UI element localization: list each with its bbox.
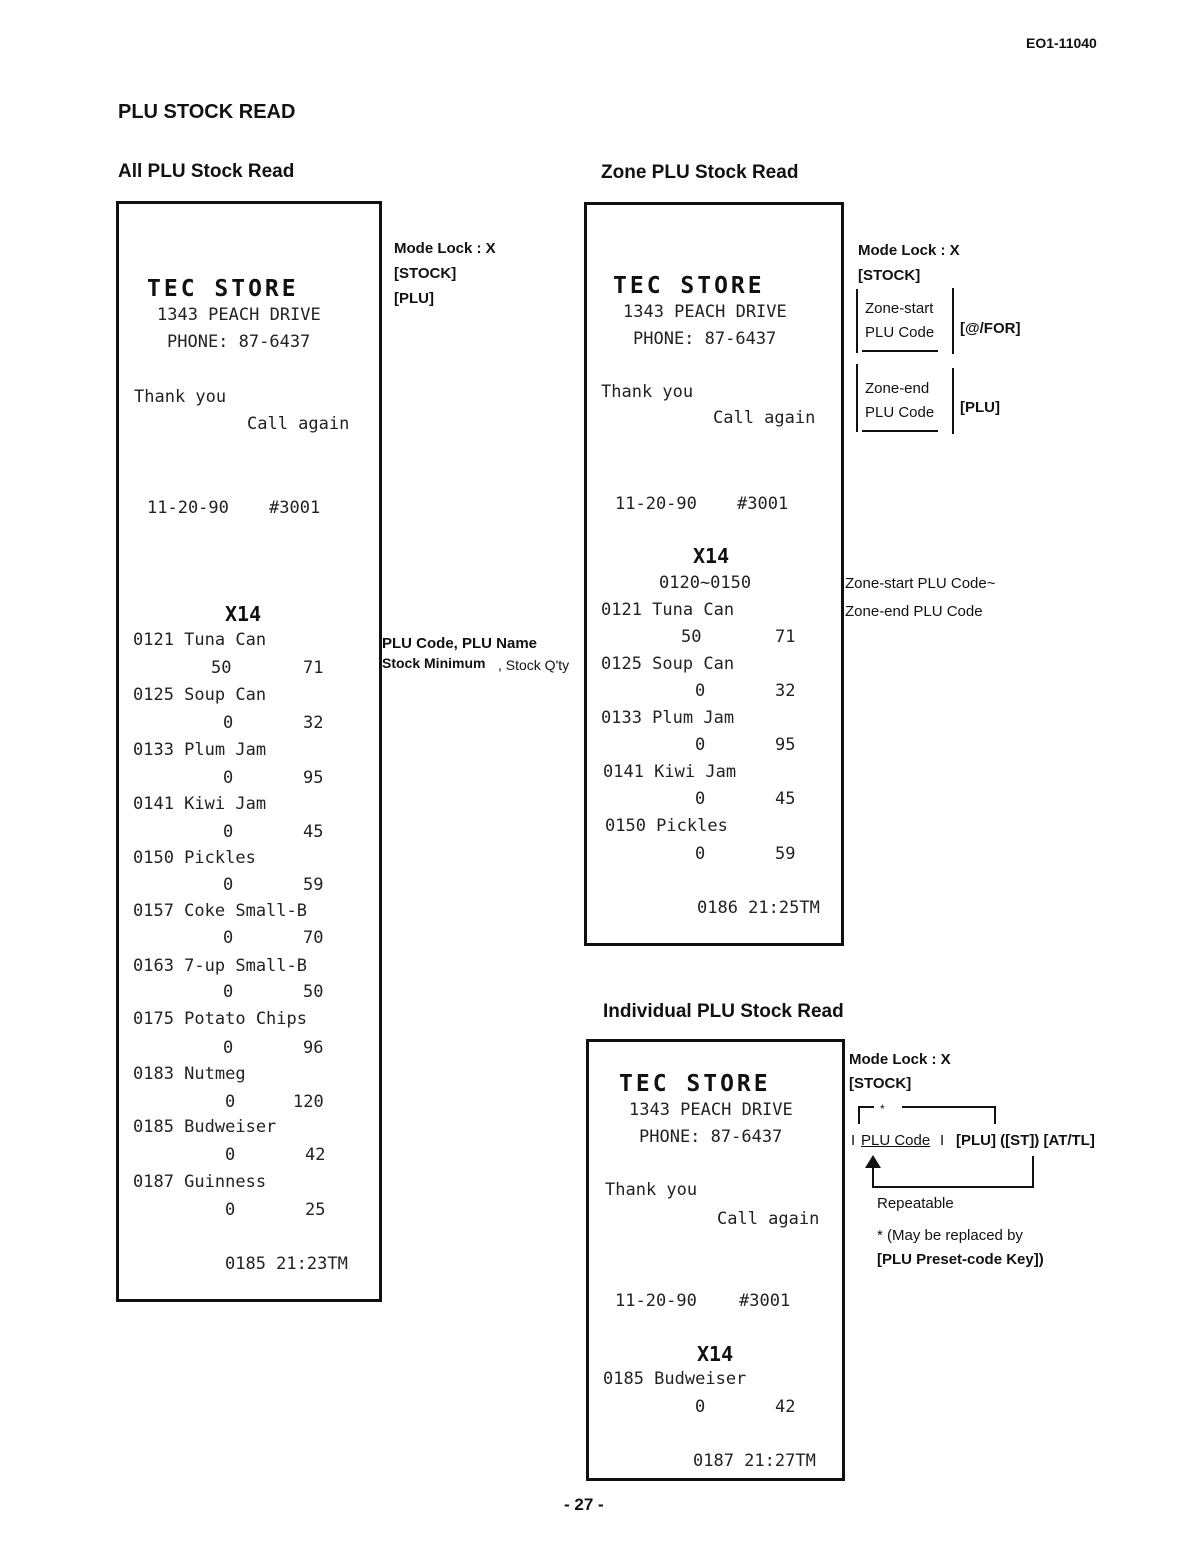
stock-minimum: 0 [223, 768, 234, 788]
plu-line: 0121 Tuna Can [601, 600, 735, 620]
page-title: PLU STOCK READ [118, 101, 296, 123]
stock-minimum: 50 [681, 627, 702, 647]
receipt-date: 11-20-90 [615, 1291, 697, 1311]
zone-range-note-2: Zone-end PLU Code [845, 603, 983, 620]
store-phone: PHONE: 87-6437 [639, 1127, 783, 1147]
report-id: X14 [225, 602, 262, 626]
register-number: #3001 [739, 1291, 791, 1311]
plu-line: 0150 Pickles [133, 848, 256, 868]
receipt-footer: 0187 21:27TM [693, 1451, 816, 1471]
section-title-individual: Individual PLU Stock Read [603, 1001, 844, 1022]
register-number: #3001 [737, 494, 789, 514]
stock-minimum: 0 [695, 844, 706, 864]
stock-minimum: 0 [223, 822, 234, 842]
stock-quantity: 45 [303, 822, 324, 842]
for-key-note: [@/FOR] [960, 320, 1021, 337]
zone-start-divider [952, 288, 954, 354]
call-again-text: Call again [717, 1209, 820, 1229]
stock-quantity: 32 [775, 681, 796, 701]
store-name: TEC STORE [619, 1071, 771, 1097]
receipt-date: 11-20-90 [615, 494, 697, 514]
repeat-line-right [1032, 1156, 1034, 1188]
replace-star: * [880, 1102, 885, 1116]
call-again-text: Call again [247, 414, 350, 434]
zone-range-note: Zone-start PLU Code~ [845, 575, 996, 592]
mode-lock-note: Mode Lock : X [849, 1051, 951, 1068]
stock-qty-note: , Stock Q'ty [498, 657, 570, 673]
stock-quantity: 120 [293, 1092, 324, 1112]
stock-minimum: 0 [695, 735, 706, 755]
plu-line: 0150 Pickles [605, 816, 728, 836]
plu-line: 0125 Soup Can [601, 654, 735, 674]
mode-lock-note: Mode Lock : X [858, 242, 960, 259]
stock-minimum: 0 [223, 928, 234, 948]
stock-quantity: 32 [303, 713, 324, 733]
plu-line: 0185 Budweiser [603, 1369, 747, 1389]
receipt-footer: 0186 21:25TM [697, 898, 820, 918]
stock-quantity: 95 [303, 768, 324, 788]
stock-quantity: 70 [303, 928, 324, 948]
stock-quantity: 59 [775, 844, 796, 864]
zone-end-divider [952, 368, 954, 434]
thank-you-text: Thank you [134, 387, 227, 407]
stock-minimum: 50 [211, 658, 232, 678]
zone-range: 0120~0150 [659, 573, 752, 593]
plu-line: 0185 Budweiser [133, 1117, 277, 1137]
thank-you-text: Thank you [605, 1180, 698, 1200]
store-address: 1343 PEACH DRIVE [623, 302, 787, 322]
register-number: #3001 [269, 498, 321, 518]
stock-minimum: 0 [695, 681, 706, 701]
store-address: 1343 PEACH DRIVE [157, 305, 321, 325]
replace-note-2: [PLU Preset-code Key]) [877, 1251, 1044, 1268]
stock-quantity: 42 [305, 1145, 326, 1165]
mode-lock-note: Mode Lock : X [394, 240, 496, 257]
stock-quantity: 25 [305, 1200, 326, 1220]
receipt-zone [584, 202, 844, 946]
stock-quantity: 71 [775, 627, 796, 647]
stock-minimum-note: Stock Minimum [382, 655, 486, 671]
store-name: TEC STORE [147, 276, 299, 302]
repeat-line-bottom [872, 1186, 1034, 1188]
plu-line: 0121 Tuna Can [133, 630, 267, 650]
receipt-footer: 0185 21:23TM [225, 1254, 348, 1274]
zone-end-bracket [856, 364, 858, 432]
page-number: - 27 - [564, 1495, 604, 1514]
repeat-bracket-top-left [858, 1106, 874, 1108]
plu-key-note: [PLU] [394, 290, 434, 307]
store-name: TEC STORE [613, 273, 765, 299]
plu-line: 0133 Plum Jam [601, 708, 735, 728]
zone-end-label: Zone-end [865, 380, 930, 397]
receipt-date: 11-20-90 [147, 498, 229, 518]
stock-quantity: 71 [303, 658, 324, 678]
stock-minimum: 0 [223, 713, 234, 733]
document-code: EO1-11040 [1026, 35, 1097, 51]
stock-key-note: [STOCK] [858, 267, 921, 284]
zone-start-underline [862, 350, 938, 352]
plu-code-name-note: PLU Code, PLU Name [382, 635, 538, 652]
plu-code-input-note: PLU Code [861, 1132, 931, 1149]
stock-minimum: 0 [695, 789, 706, 809]
repeat-bracket-top-right [902, 1106, 996, 1108]
stock-minimum: 0 [223, 982, 234, 1002]
stock-minimum: 0 [225, 1145, 236, 1165]
repeat-line-up [872, 1166, 874, 1188]
report-id: X14 [697, 1342, 734, 1366]
stock-key-note: [STOCK] [394, 265, 457, 282]
stock-quantity: 50 [303, 982, 324, 1002]
bracket-close-mark: I [940, 1132, 945, 1149]
stock-minimum: 0 [223, 875, 234, 895]
stock-minimum: 0 [225, 1200, 236, 1220]
stock-quantity: 45 [775, 789, 796, 809]
receipt-individual [586, 1039, 845, 1481]
zone-end-label-2: PLU Code [865, 404, 935, 421]
zone-start-bracket [856, 289, 858, 353]
stock-minimum: 0 [223, 1038, 234, 1058]
stock-quantity: 59 [303, 875, 324, 895]
repeat-bracket-left [858, 1106, 860, 1124]
call-again-text: Call again [713, 408, 816, 428]
stock-key-note: [STOCK] [849, 1075, 912, 1092]
receipt-all [116, 201, 382, 1302]
zone-start-label: Zone-start [865, 300, 934, 317]
store-phone: PHONE: 87-6437 [167, 332, 311, 352]
plu-line: 0163 7-up Small-B [133, 956, 307, 976]
stock-quantity: 42 [775, 1397, 796, 1417]
plu-line: 0157 Coke Small-B [133, 901, 307, 921]
plu-line: 0175 Potato Chips [133, 1009, 307, 1029]
zone-end-underline [862, 430, 938, 432]
stock-minimum: 0 [225, 1092, 236, 1112]
stock-minimum: 0 [695, 1397, 706, 1417]
bracket-open-mark: I [851, 1132, 856, 1149]
zone-start-label-2: PLU Code [865, 324, 935, 341]
stock-quantity: 95 [775, 735, 796, 755]
plu-line: 0141 Kiwi Jam [133, 794, 267, 814]
section-title-all: All PLU Stock Read [118, 161, 295, 182]
plu-line: 0141 Kiwi Jam [603, 762, 737, 782]
thank-you-text: Thank you [601, 382, 694, 402]
store-phone: PHONE: 87-6437 [633, 329, 777, 349]
store-address: 1343 PEACH DRIVE [629, 1100, 793, 1120]
repeatable-note: Repeatable [877, 1195, 954, 1212]
key-sequence-note: [PLU] ([ST]) [AT/TL] [956, 1132, 1095, 1149]
plu-key-note: [PLU] [960, 399, 1000, 416]
plu-line: 0187 Guinness [133, 1172, 267, 1192]
report-id: X14 [693, 544, 730, 568]
plu-line: 0133 Plum Jam [133, 740, 267, 760]
plu-line: 0183 Nutmeg [133, 1064, 246, 1084]
repeat-bracket-right [994, 1106, 996, 1124]
replace-note: * (May be replaced by [877, 1227, 1023, 1244]
stock-quantity: 96 [303, 1038, 324, 1058]
plu-line: 0125 Soup Can [133, 685, 267, 705]
section-title-zone: Zone PLU Stock Read [601, 162, 799, 183]
